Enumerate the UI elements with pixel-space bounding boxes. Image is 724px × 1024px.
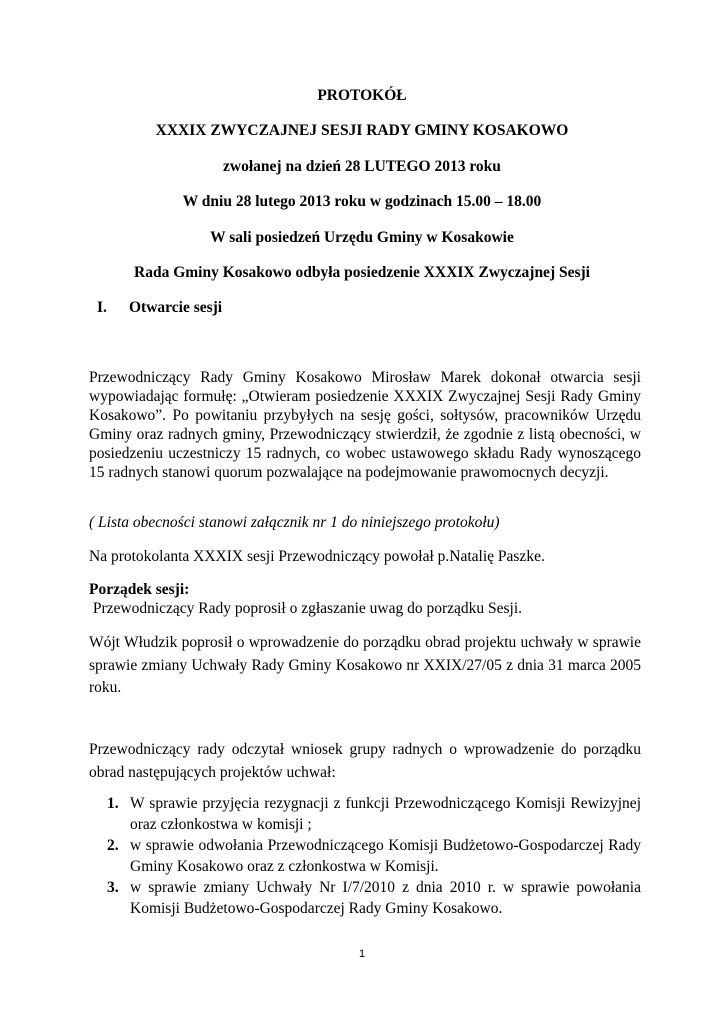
list-item-text: W sprawie przyjęcia rezygnacji z funkcji Przewodniczącego Komisji Rewizyjnej oraz członkostwa w komisji ;: [130, 795, 641, 833]
agenda-heading: Porządek sesji:: [89, 581, 190, 598]
list-item: [89, 835, 641, 877]
list-item: [89, 877, 641, 919]
meeting-statement: Rada Gminy Kosakowo odbyła posiedzenie XXXIX Zwyczajnej Sesji: [134, 264, 590, 281]
list-item-text: w sprawie zmiany Uchwały Nr I/7/2010 z dnia 2010 r. w sprawie powołania Komisji Budżetowo-Gospodarczej Rady Gminy Kosakowo.: [130, 879, 641, 917]
section-heading: [97, 299, 222, 317]
document-title: PROTOKÓŁ: [317, 87, 407, 104]
list-item-text: w sprawie odwołania Przewodniczącego Komisji Budżetowo-Gospodarczej Rady Gminy Kosakowo oraz z członkostwa w Komisji.: [130, 837, 641, 875]
date-hours: W dniu 28 lutego 2013 roku w godzinach 15.00 – 18.00: [182, 193, 542, 210]
convened-date: zwołanej na dzień 28 LUTEGO 2013 roku: [223, 158, 501, 175]
opening-paragraph: Przewodniczący Rady Gminy Kosakowo Mirosław Marek dokonał otwarcia sesji wypowiadając formułę: „Otwieram posiedzenie XXXIX Zwyczajnej Sesji Rady Gminy Kosakowo”. Po powitaniu przybyłych na sesję gości, sołtysów, pracowników Urzędu Gminy oraz radnych gminy, Przewodniczący stwierdził, że zgodnie z listą obecności, w posiedzeniu uczestniczy 15 radnych, co wobec ustawowego składu Rady wynoszącego 15 radnych stanowi quorum pozwalające na podejmowanie prawomocnych decyzji.: [89, 369, 641, 481]
venue: W sali posiedzeń Urzędu Gminy w Kosakowie: [210, 229, 514, 246]
resolution-list: [89, 793, 641, 919]
attendance-note: ( Lista obecności stanowi załącznik nr 1 do niniejszego protokołu): [89, 514, 500, 531]
session-name: XXXIX ZWYCZAJNEJ SESJI RADY GMINY KOSAKOWO: [155, 122, 569, 139]
list-item: [89, 793, 641, 835]
wojt-request: Wójt Włudzik poprosił o wprowadzenie do porządku obrad projektu uchwały w sprawie sprawie zmiany Uchwały Rady Gminy Kosakowo nr XXIX/27/05 z dnia 31 marca 2005 roku.: [89, 634, 641, 696]
agenda-intro: Przewodniczący Rady poprosił o zgłaszanie uwag do porządku Sesji.: [89, 600, 523, 617]
section-title: Otwarcie sesji: [129, 299, 223, 316]
chair-motion: Przewodniczący rady odczytał wniosek grupy radnych o wprowadzenie do porządku obrad następujących projektów uchwał:: [89, 741, 641, 781]
list-marker: 3.: [107, 879, 119, 896]
recorder-paragraph: Na protokolanta XXXIX sesji Przewodniczący powołał p.Natalię Paszke.: [89, 548, 545, 565]
section-number: I.: [97, 299, 107, 316]
list-marker: 1.: [107, 795, 119, 812]
list-marker: 2.: [107, 837, 119, 854]
page-number: 1: [358, 948, 366, 960]
